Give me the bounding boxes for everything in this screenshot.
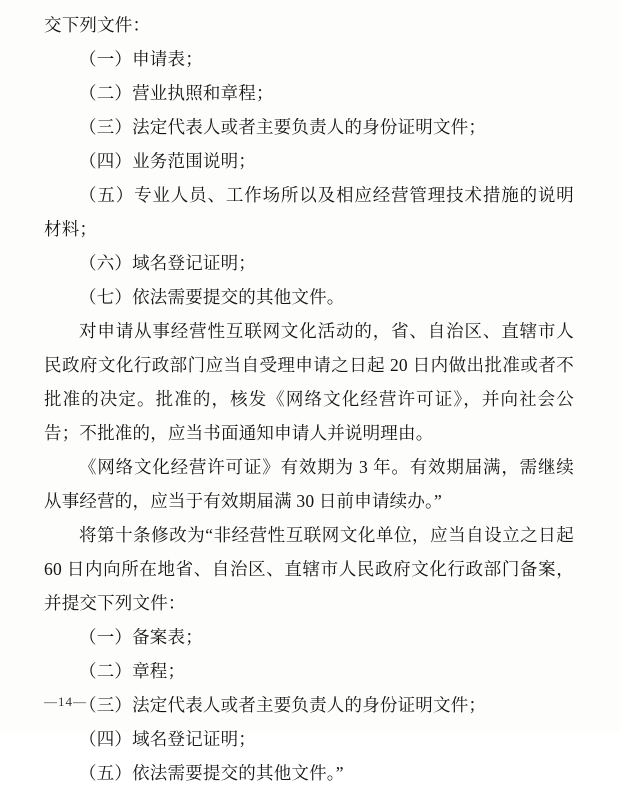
page-number-footer: —14—	[44, 694, 87, 709]
list-item: （二）营业执照和章程；	[79, 83, 274, 103]
paragraph-continuation: 交下列文件：	[44, 15, 151, 35]
list-item: （一）备案表；	[79, 627, 203, 647]
list-item: （七）依法需要提交的其他文件。	[79, 287, 345, 307]
list-item: （二）章程；	[79, 661, 186, 681]
paragraph-article-ten: 将第十条修改为“非经营性互联网文化单位，应当自设立之日起 60 日内向所在地省、自治区、直辖市人民政府文化行政部门备案，并提交下列文件：	[44, 525, 574, 613]
list-item: （五）专业人员、工作场所以及相应经营管理技术措施的说明材料；	[44, 185, 574, 239]
list-item: （三）法定代表人或者主要负责人的身份证明文件；	[79, 117, 487, 137]
list-item: （四）域名登记证明；	[79, 729, 256, 749]
list-item: （五）依法需要提交的其他文件。”	[79, 763, 344, 783]
list-item: （一）申请表；	[79, 49, 203, 69]
paragraph-approval: 对申请从事经营性互联网文化活动的，省、自治区、直辖市人民政府文化行政部门应当自受理申请之日起 20 日内做出批准或者不批准的决定。批准的，核发《网络文化经营许可证》，并向社会公告；不批准的，应当书面通知申请人并说明理由。	[44, 321, 574, 443]
list-item: （四）业务范围说明；	[79, 151, 256, 171]
paragraph-validity: 《网络文化经营许可证》有效期为 3 年。有效期届满，需继续从事经营的，应当于有效期届满 30 日前申请续办。”	[44, 457, 574, 511]
list-item: （六）域名登记证明；	[79, 253, 256, 273]
document-body	[44, 8, 574, 790]
list-item: （三）法定代表人或者主要负责人的身份证明文件；	[79, 695, 487, 715]
